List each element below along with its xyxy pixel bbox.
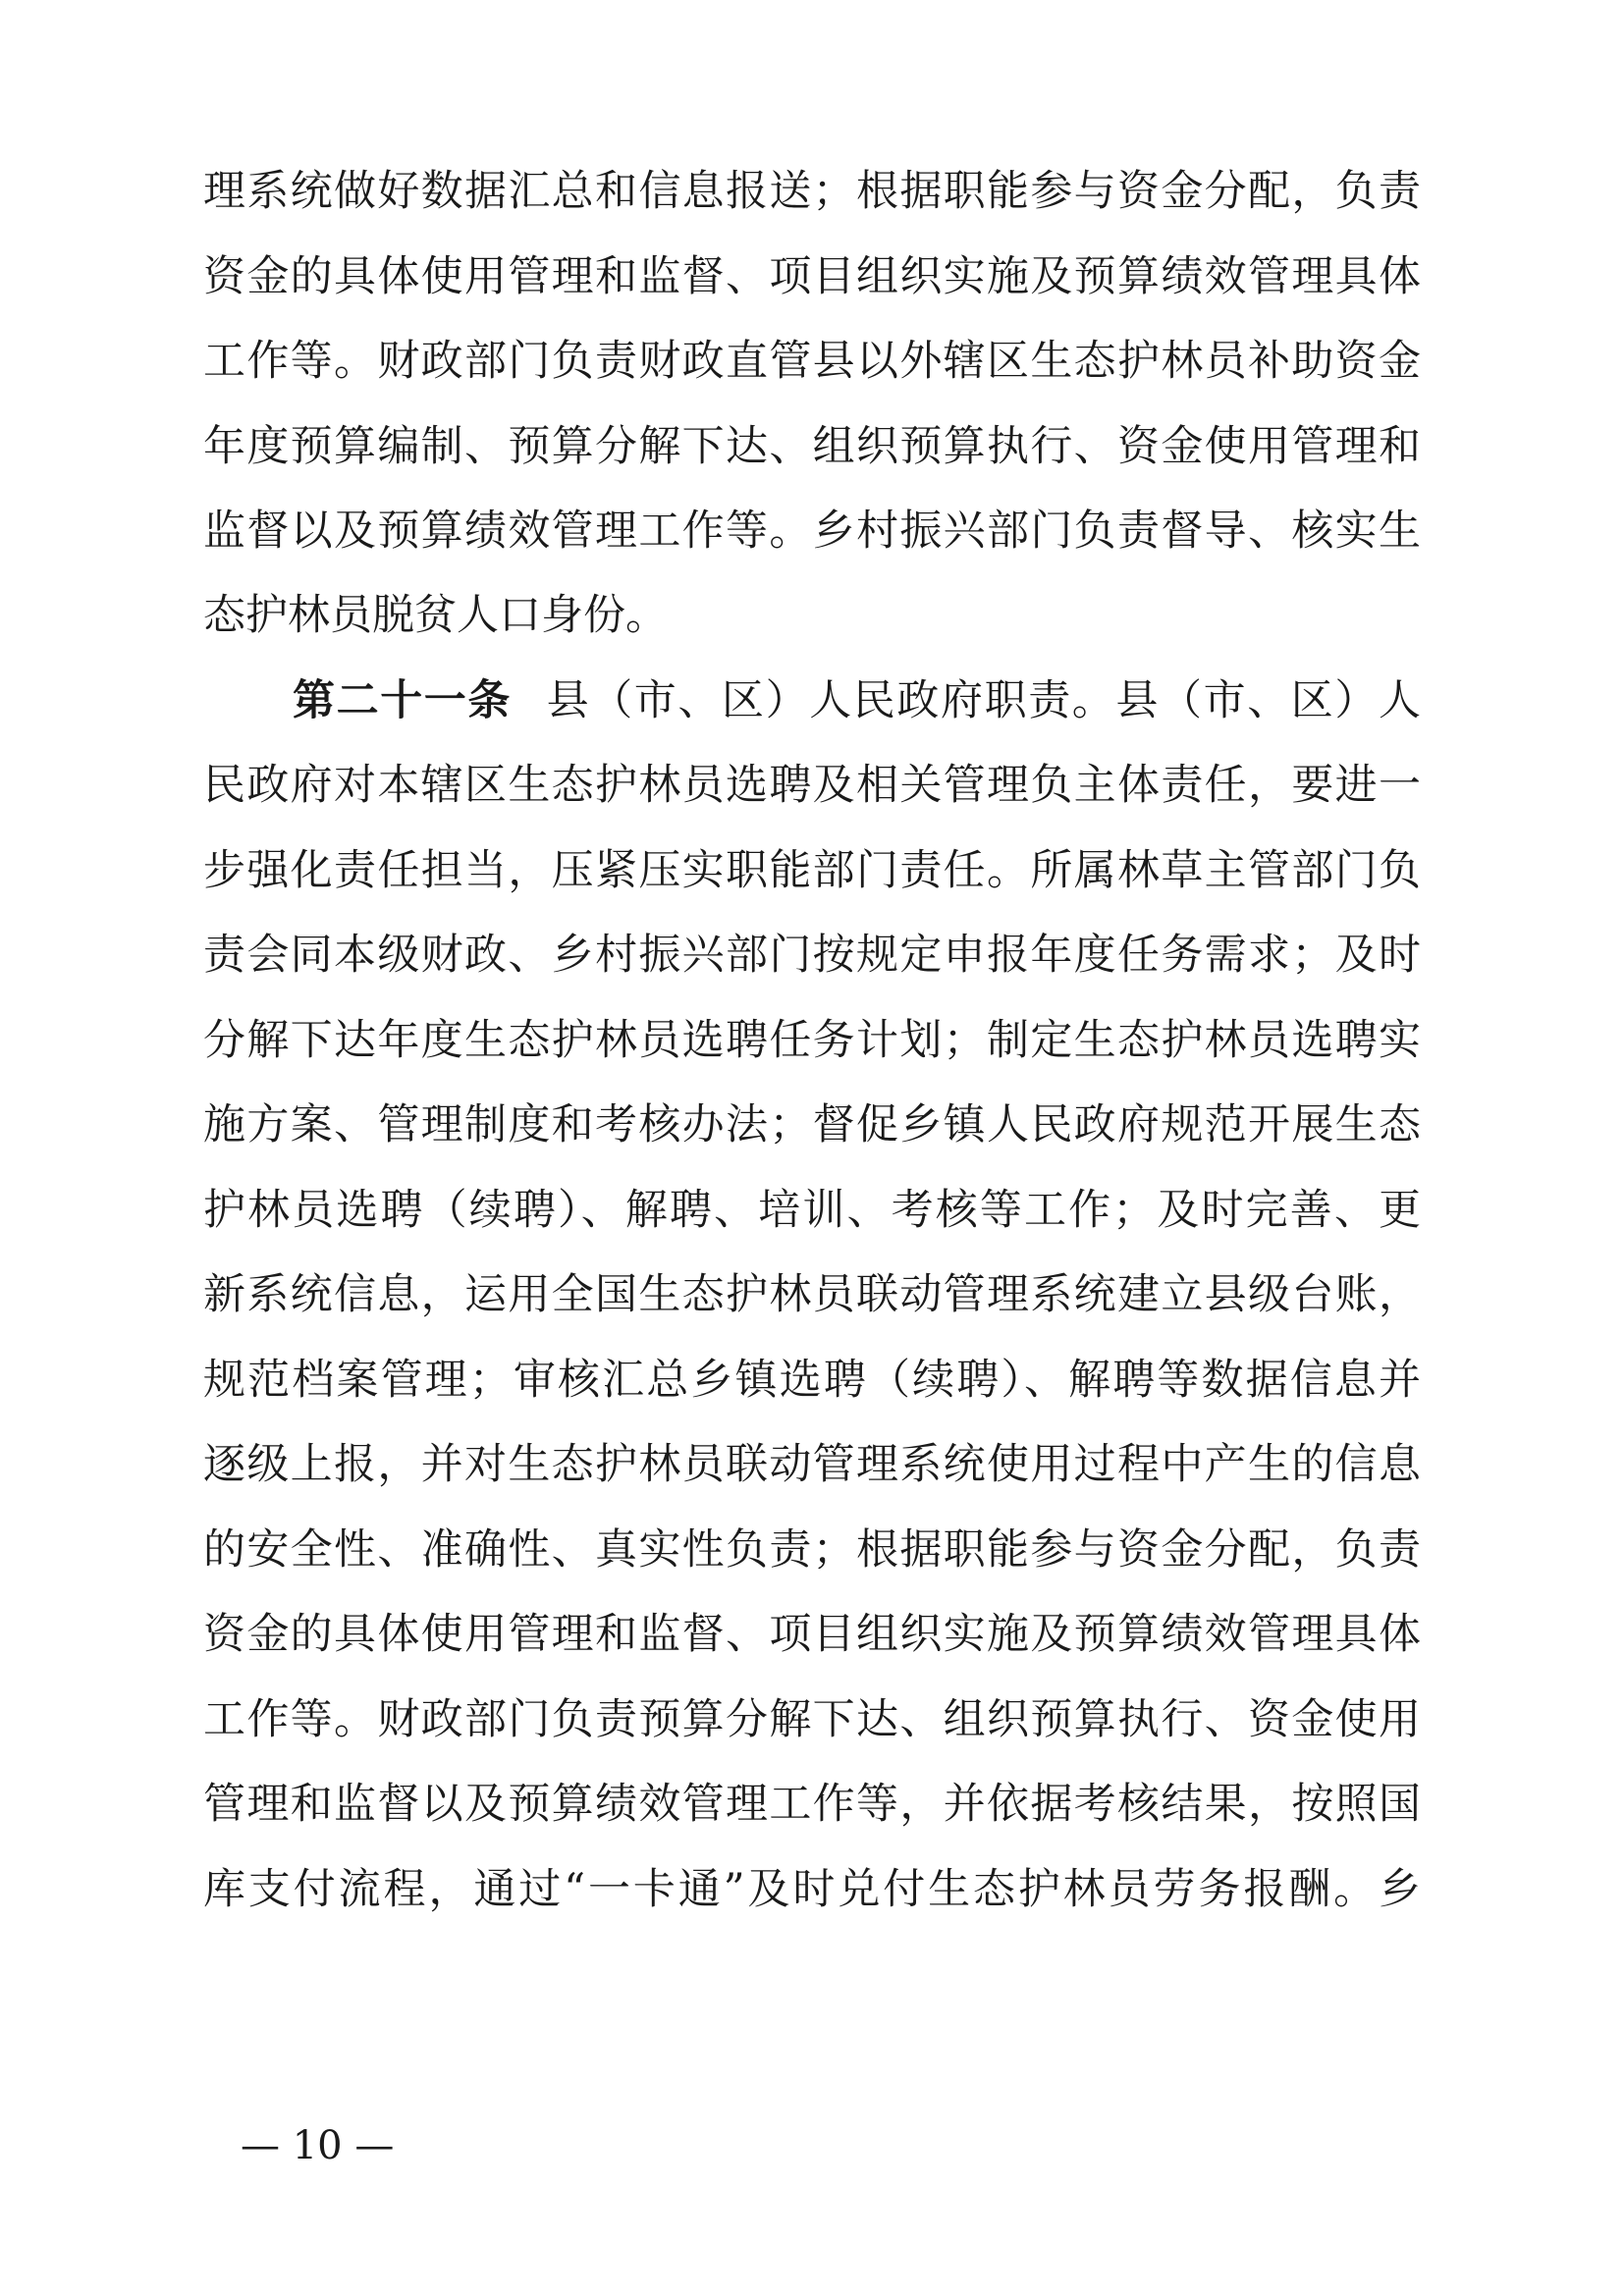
paragraph-line: 规范档案管理；审核汇总乡镇选聘（续聘）、解聘等数据信息并 — [203, 1356, 1421, 1405]
paragraph-line: 分解下达年度生态护林员选聘任务计划；制定生态护林员选聘实 — [203, 1016, 1421, 1065]
paragraph-line: 民政府对本辖区生态护林员选聘及相关管理负主体责任，要进一 — [203, 761, 1421, 810]
paragraph-line: 资金的具体使用管理和监督、项目组织实施及预算绩效管理具体 — [203, 252, 1421, 301]
paragraph-line: 的安全性、准确性、真实性负责；根据职能参与资金分配，负责 — [203, 1525, 1421, 1575]
paragraph-line: 年度预算编制、预算分解下达、组织预算执行、资金使用管理和 — [203, 422, 1421, 471]
paragraph-line: 护林员选聘（续聘）、解聘、培训、考核等工作；及时完善、更 — [203, 1186, 1421, 1235]
paragraph-line: 库支付流程，通过“一卡通”及时兑付生态护林员劳务报酬。乡 — [203, 1865, 1421, 1914]
paragraph-line: 新系统信息，运用全国生态护林员联动管理系统建立县级台账， — [203, 1270, 1421, 1319]
paragraph-line: 工作等。财政部门负责预算分解下达、组织预算执行、资金使用 — [203, 1695, 1421, 1744]
paragraph-line: 逐级上报，并对生态护林员联动管理系统使用过程中产生的信息 — [203, 1440, 1421, 1489]
paragraph-line: 责会同本级财政、乡村振兴部门按规定申报年度任务需求；及时 — [203, 931, 1421, 980]
article-heading: 第二十一条 — [293, 676, 512, 725]
paragraph-line: 态护林员脱贫人口身份。 — [203, 591, 668, 640]
paragraph-line: 资金的具体使用管理和监督、项目组织实施及预算绩效管理具体 — [203, 1610, 1421, 1659]
paragraph-line: 工作等。财政部门负责财政直管县以外辖区生态护林员补助资金 — [203, 337, 1421, 386]
paragraph-line: 管理和监督以及预算绩效管理工作等，并依据考核结果，按照国 — [203, 1780, 1421, 1829]
page-number: — 10 — — [241, 2123, 395, 2168]
paragraph-line: 理系统做好数据汇总和信息报送；根据职能参与资金分配，负责 — [203, 167, 1421, 216]
paragraph-line: 步强化责任担当，压紧压实职能部门责任。所属林草主管部门负 — [203, 846, 1421, 895]
article-first-line — [293, 671, 1421, 730]
paragraph-line: 监督以及预算绩效管理工作等。乡村振兴部门负责督导、核实生 — [203, 507, 1421, 556]
paragraph-line: 施方案、管理制度和考核办法；督促乡镇人民政府规范开展生态 — [203, 1100, 1421, 1149]
article-first-line-text: 县（市、区）人民政府职责。县（市、区）人 — [545, 676, 1421, 725]
